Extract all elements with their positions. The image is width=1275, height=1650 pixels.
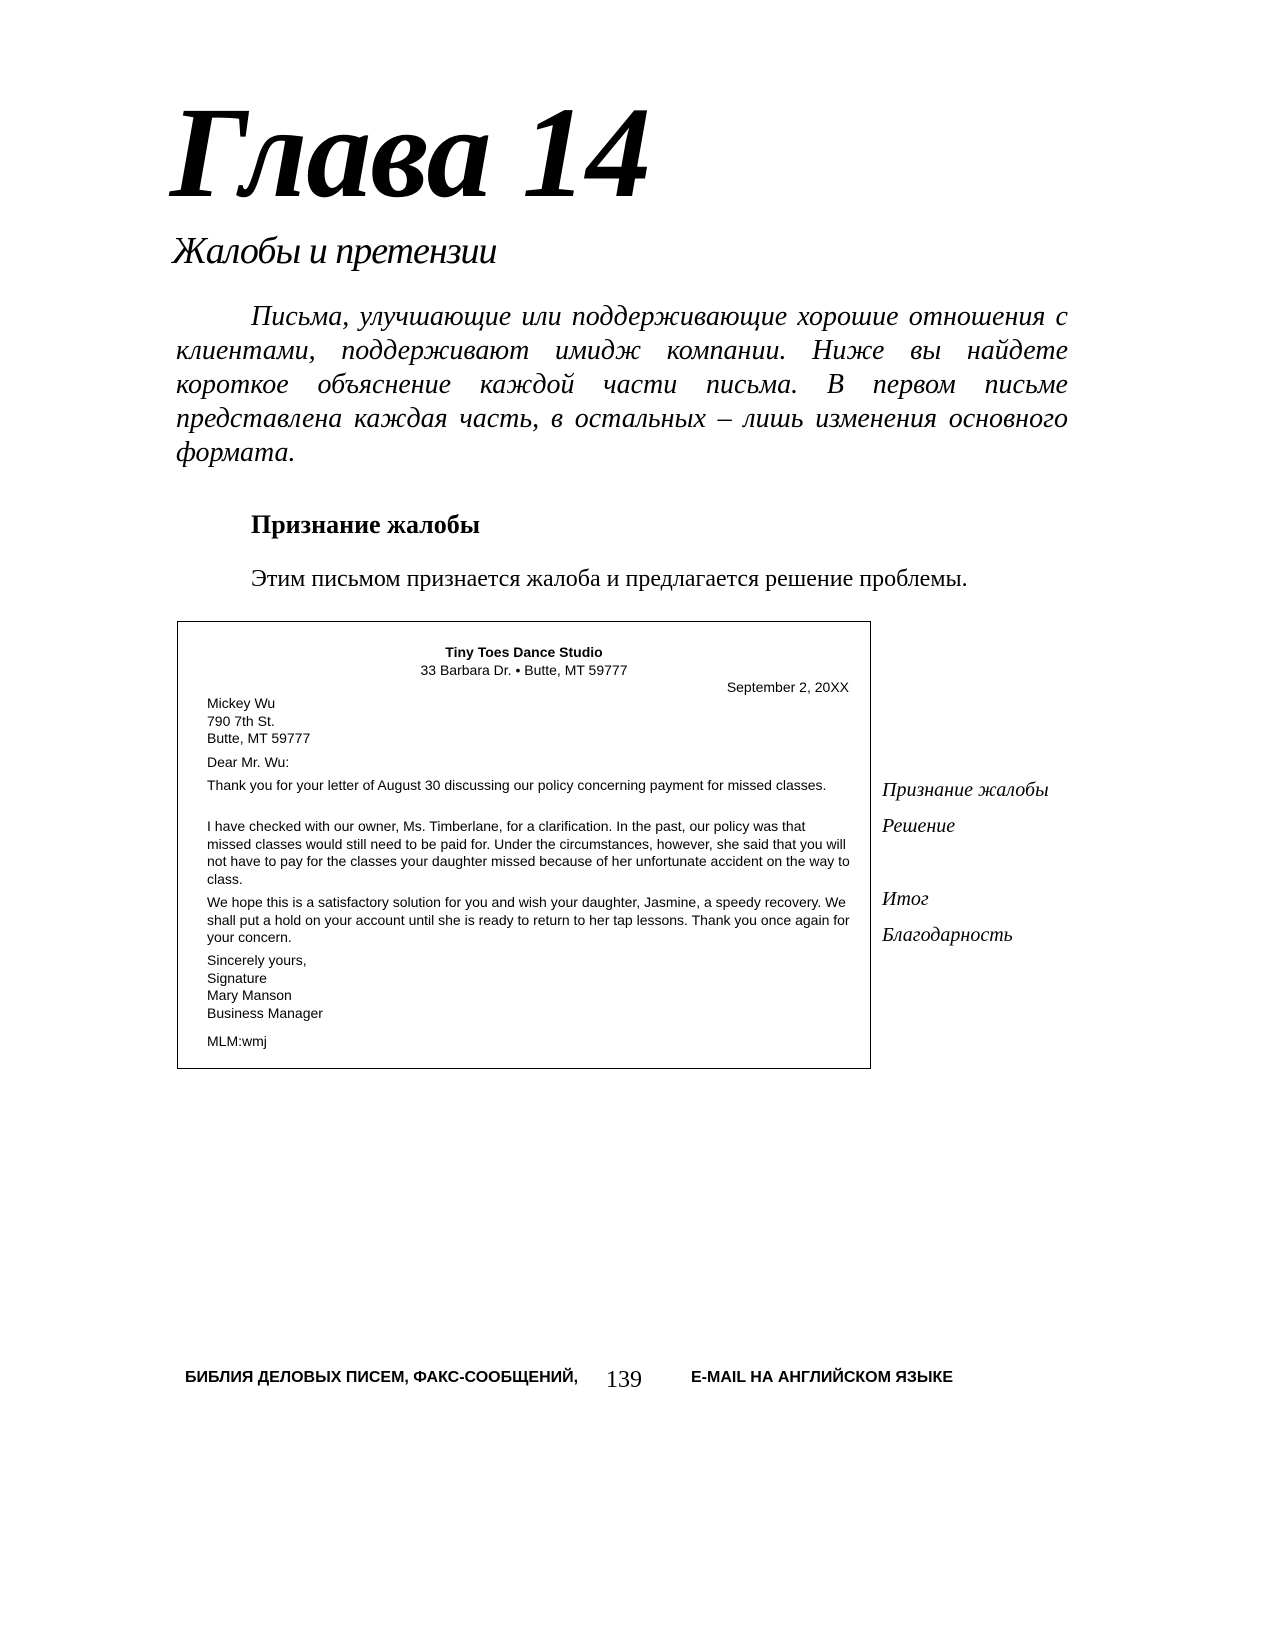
salutation: Dear Mr. Wu: <box>207 754 290 770</box>
side-label-thanks: Благодарность <box>882 924 1013 946</box>
recipient-block <box>207 695 852 748</box>
footer-left: БИБЛИЯ ДЕЛОВЫХ ПИСЕМ, ФАКС-СООБЩЕНИЙ, <box>185 1369 579 1386</box>
letter-paragraph-solution: I have checked with our owner, Ms. Timberlane, for a clarification. In the past, our policy was that missed classes would still need to be paid for. Under the circumstances, however, she said that you will not have to pay for the classes your daughter missed because of her unfortunate accident on the way to class. <box>207 818 850 887</box>
complimentary-close: Sincerely yours, <box>207 952 307 968</box>
signer-title: Business Manager <box>207 1004 323 1021</box>
footer-right: E-MAIL НА АНГЛИЙСКОМ ЯЗЫКЕ <box>691 1369 953 1386</box>
letter-date: September 2, 20XX <box>726 679 849 695</box>
side-label-solution: Решение <box>882 815 956 837</box>
side-label-summary: Итог <box>882 888 929 910</box>
recipient-city: Butte, MT 59777 <box>207 730 311 746</box>
intro-paragraph: Письма, улучшающие или поддерживающие хорошие отношения с клиентами, поддерживают имидж компании. Ниже вы найдете короткое объяснение каждой части письма. В первом письме представлена каждая часть, в остальных – лишь изменения основного формата. <box>176 301 1068 468</box>
signature: Signature <box>207 969 267 986</box>
reference-initials: MLM:wmj <box>207 1033 267 1049</box>
recipient-street: 790 7th St. <box>207 712 275 729</box>
signer-name: Mary Manson <box>207 987 292 1003</box>
company-name: Tiny Toes Dance Studio <box>445 644 603 660</box>
chapter-subtitle: Жалобы и претензии <box>172 230 497 272</box>
sample-letter <box>177 621 871 1069</box>
section-description: Этим письмом признается жалоба и предлагается решение проблемы. <box>251 566 968 592</box>
letterhead <box>178 644 870 679</box>
chapter-title: Глава 14 <box>170 81 651 225</box>
side-label-acknowledgment: Признание жалобы <box>882 779 1049 801</box>
page-number: 139 <box>606 1367 642 1393</box>
recipient-name: Mickey Wu <box>207 695 276 711</box>
closing-block <box>207 952 852 1022</box>
section-heading: Признание жалобы <box>251 510 481 539</box>
letter-paragraph-summary: We hope this is a satisfactory solution for you and wish your daughter, Jasmine, a speedy recovery. We shall put a hold on your account until she is ready to return to her tap lessons. Thank you once again for your concern. <box>207 894 850 945</box>
letter-paragraph-acknowledgment: Thank you for your letter of August 30 discussing our policy concerning payment for missed classes. <box>207 777 827 793</box>
company-address: 33 Barbara Dr. • Butte, MT 59777 <box>420 661 628 678</box>
